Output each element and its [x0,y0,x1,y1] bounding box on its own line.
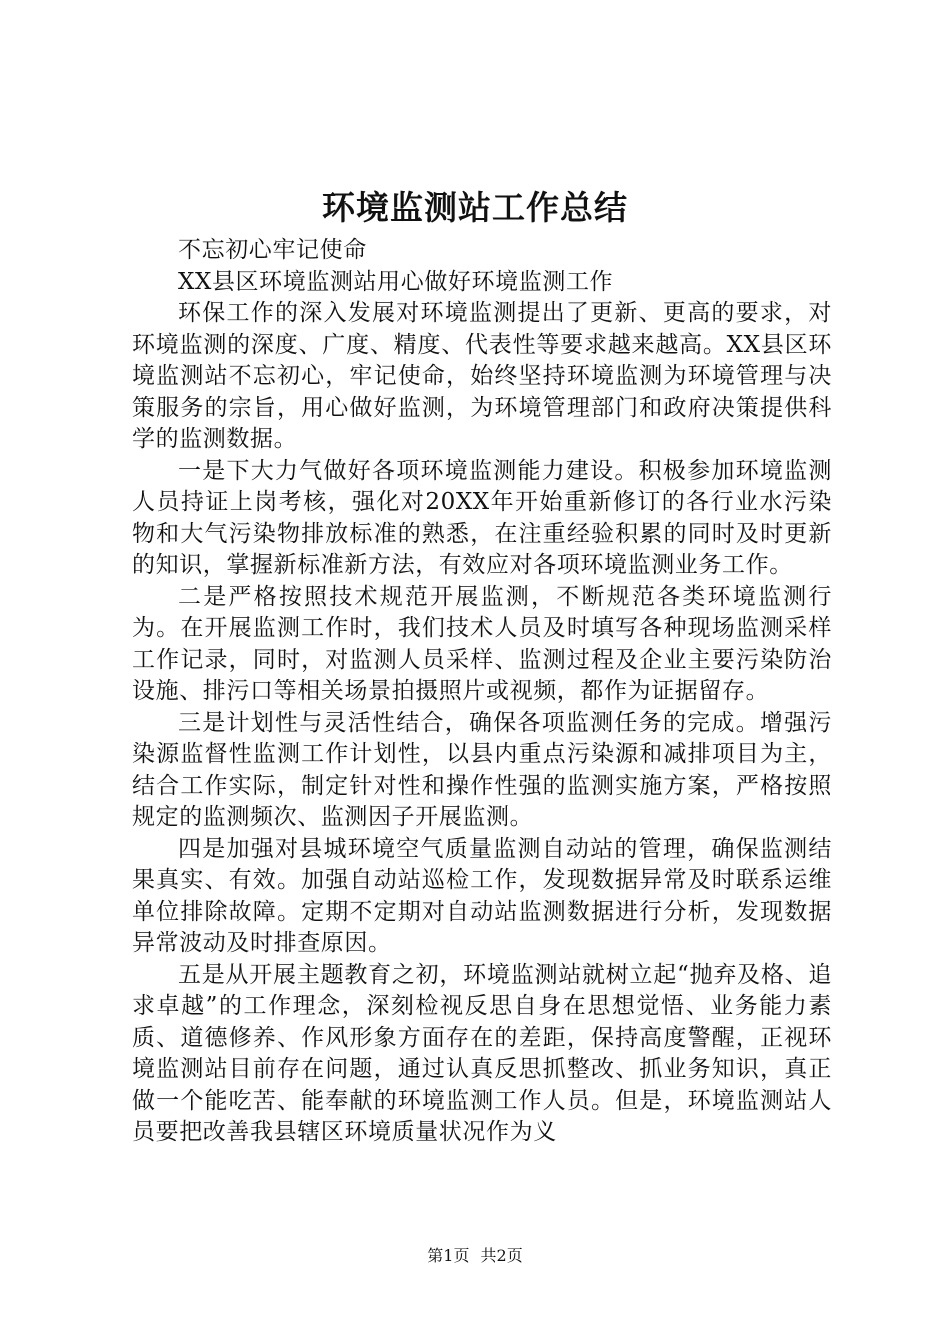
document-title: 环境监测站工作总结 [322,188,628,227]
document-body [132,235,832,1149]
paragraph-point-2: 二是严格按照技术规范开展监测，不断规范各类环境监测行为。在开展监测工作时，我们技术人员及时填写各种现场监测采样工作记录，同时，对监测人员采样、监测过程及企业主要污染防治设施、排污口等相关场景拍摄照片或视频，都作为证据留存。 [132,583,832,704]
paragraph-intro: 环保工作的深入发展对环境监测提出了更新、更高的要求，对环境监测的深度、广度、精度、代表性等要求越来越高。XX县区环境监测站不忘初心，牢记使命，始终坚持环境监测为环境管理与决策服务的宗旨，用心做好监测，为环境管理部门和政府决策提供科学的监测数据。 [132,300,832,452]
paragraph-point-1: 一是下大力气做好各项环境监测能力建设。积极参加环境监测人员持证上岗考核，强化对20XX年开始重新修订的各行业水污染物和大气污染物排放标准的熟悉，在注重经验积累的同时及时更新的知识，掌握新标准新方法，有效应对各项环境监测业务工作。 [132,457,832,578]
paragraph-subtitle: 不忘初心牢记使命 [178,237,367,263]
page-number-current: 第1页 [427,1246,470,1265]
page-footer [0,1245,950,1267]
paragraph-point-5: 五是从开展主题教育之初，环境监测站就树立起“抛弃及格、追求卓越”的工作理念，深刻检视反思自身在思想觉悟、业务能力素质、道德修养、作风形象方面存在的差距，保持高度警醒，正视环境监测站目前存在问题，通过认真反思抓整改、抓业务知识，真正做一个能吃苦、能奉献的环境监测工作人员。但是，环境监测站人员要把改善我县辖区环境质量状况作为义 [132,961,832,1145]
paragraph-point-4: 四是加强对县城环境空气质量监测自动站的管理，确保监测结果真实、有效。加强自动站巡检工作，发现数据异常及时联系运维单位排除故障。定期不定期对自动站监测数据进行分析，发现数据异常波动及时排查原因。 [132,835,832,956]
paragraph-heading: XX县区环境监测站用心做好环境监测工作 [178,268,614,295]
paragraph-point-3: 三是计划性与灵活性结合，确保各项监测任务的完成。增强污染源监督性监测工作计划性，以县内重点污染源和减排项目为主，结合工作实际，制定针对性和操作性强的监测实施方案，严格按照规定的监测频次、监测因子开展监测。 [132,709,832,830]
page-number-total: 共2页 [480,1246,523,1265]
